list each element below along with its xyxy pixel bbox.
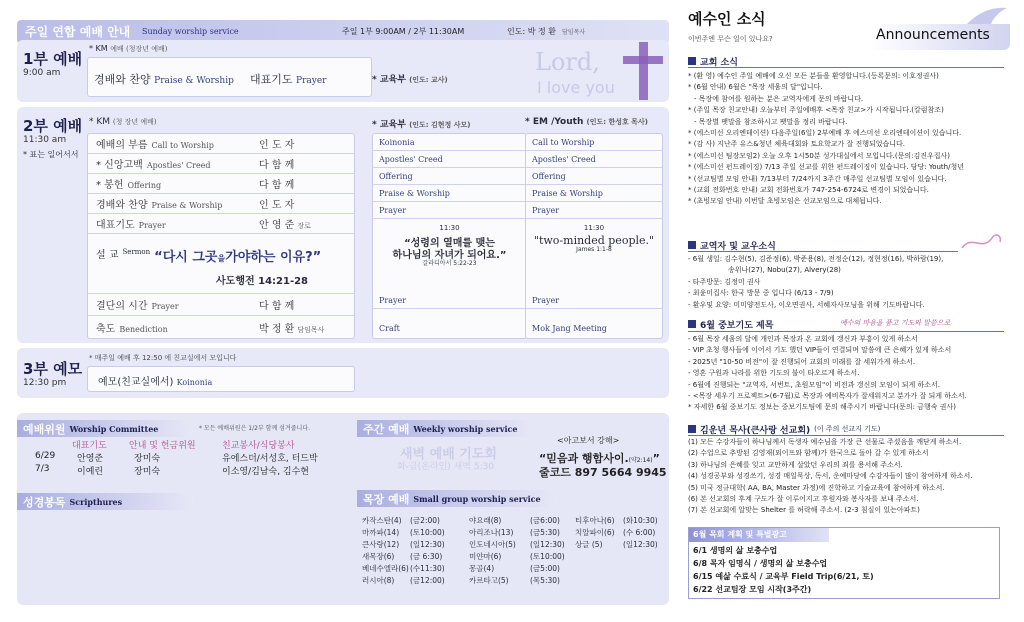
mission-divider [688,435,1004,436]
order-leader [259,196,354,211]
lord-text: Lord, [535,48,600,76]
prayer-item: - <목장 세우기 프로젝트>(6-7월)로 목장과 예비목자가 잘세워지고 분가가 잘 되게 하소서. [688,392,967,401]
news-item: - 목장별 팻말을 참조하시고 팻말을 정리 바랍니다. [694,117,848,126]
news-item: * (주일 목장 친교안내) 오늘부터 주일예배후 <목장 친교>가 시작됩니다.(칼럼참조) [688,106,944,115]
edu-header: * 교육부 (인도: 김현정 사모) [372,120,471,130]
committee-col-usher: 안내 및 헌금위원 [129,441,196,451]
prayer-title: 6월 중보기도 제목 [688,317,1008,331]
small-group-name: 치알파이(6) [575,528,615,537]
small-group-time: (일12:30) [530,540,565,549]
kid-phone: 줄코드 897 5664 9945 [539,466,667,479]
right-subtitle: 이번주엔 무슨 일이 있나요? [688,35,773,43]
em-item: Praise & Worship [526,185,662,202]
order-leader [259,297,354,312]
sermon-label: 설 교 [96,250,119,261]
edu-message: “성령의 열매를 맺는 [404,238,495,249]
committee-c: 이소영/김남숙, 김수현 [222,467,310,477]
plan-box [688,527,1000,599]
mission-item: (4) 성경공부와 성경쓰기, 성경 매일묵상, 독서, 운예마당에 수강자들이 많이 참여하게 하소서. [688,472,973,481]
small-group-name: 베네수엘라(6) [362,564,409,573]
order-leader-name: 다 함 께 [259,160,295,171]
edu-message: 하나님의 자녀가 되어요.” [392,250,507,261]
header-leader-title: 담임목사 [562,29,586,36]
staff-item: - 타주방문: 김정미 권사 [688,277,761,286]
cross-icon [617,40,669,102]
sermon-title-2: 가야하는 이유?” [225,250,322,265]
small-group-name: 상글 (5) [575,540,603,549]
committee-title: 예배위원 Worship Committee [17,420,194,437]
order-row [88,316,354,338]
em-header: * EM /Youth (인도: 한성호 목사) [525,117,648,127]
service-2-panel [17,107,669,343]
news-item: * (교회 전화번호 안내) 교회 전화번호가 747-254-6724로 변경이 되었습니다. [688,186,929,195]
service-3-time: 12:30 pm [23,378,67,388]
service-1-time: 9:00 am [23,68,61,78]
service-2-km: * KM (청 장년 예배) [89,117,157,127]
em-after-item: Prayer [526,292,662,309]
news-divider [688,67,1004,68]
order-item [96,216,259,231]
order-leader-name: 다 함 께 [259,301,295,312]
sermon-title-small: 을 [217,254,226,263]
small-group-name: 러시아(8) [362,576,395,585]
service-3-note: * 매주일 예배 후 12:50 에 친교실에서 모입니다 [89,354,237,362]
order-item-ko: 축도 [96,323,116,335]
prayer-item: - 2025년 "10-50 비전"이 잘 진행되어 교회의 미래를 잘 세워가게 하소서. [688,357,916,366]
edu-item: Apostles' Creed [373,151,526,168]
small-group-name: 새목장(6) [362,552,395,561]
small-group-name: 카르타고(5) [469,576,509,585]
committee-col-prayer: 대표기도 [72,441,107,451]
order-item-ko: 예배의 부름 [96,140,148,151]
service-1-panel [17,40,669,102]
small-group-time: (금2:00) [410,516,440,525]
small-group-name: 카작스탄(4) [362,516,402,525]
service-1-edu: * 교육부 (인도: 교사) [372,75,448,85]
prayer-item: - VIP 초청 행사들에 이어서 기도 했던 VIP들이 연결되며 말씀에 큰 은혜가 있게 하소서 [688,346,952,355]
service-1-name: 1부 예배 [23,50,83,68]
mission-item: (7) 본 선교회에 알맞는 Shelter 를 허락해 주소서. (2-3 침실이 있는아파트) [688,506,920,515]
plan-item: 6/8 목자 임명식 / 생명의 삶 보충수업 [693,559,828,568]
edu-after-item: Craft [379,324,400,333]
order-leader-name: 인 도 자 [259,140,295,151]
order-item-ko: * 신앙고백 [96,160,143,171]
order-leader [259,176,354,191]
news-item: * (에스미선 오리엔테이션) 다음주일(6일) 2부예배 후 에스미선 오리엔테이션이 있습니다. [688,129,962,138]
small-group-name: 티후아나(6) [575,516,615,525]
service-2-name: 2부 예배 [23,117,83,135]
edu-item: Praise & Worship [373,185,526,202]
order-row [88,154,354,174]
small-group-time: (일12:30) [623,540,658,549]
prayer-item: * 자세한 6월 중보기도 정보는 중보기도팀에 문의 해주시기 바랍니다(문의: 금행숙 권사) [688,403,956,412]
em-order-box [525,133,663,339]
order-item-en: Apostles' Creed [146,161,211,170]
weekly-title: 주간 예배 Weekly worship service [357,420,535,437]
sermon-label-en: Sermon [122,248,151,256]
order-item-en: Prayer [151,302,179,311]
service-1-praise: 경배와 찬양 Praise & Worship [94,73,234,86]
news-item: - 목장에 참여를 원하는 분은 교역자에게 문의 바랍니다. [694,94,864,103]
service-2-time: 11:30 am [23,135,67,145]
mission-title: 김운년 목사(큰사랑 선교회) (이 주의 선교지 기도) [688,422,1008,436]
news-title: 교회 소식 [688,54,1008,68]
small-group-time: (금 6:30) [410,552,443,561]
committee-a: 안영준 [77,454,104,464]
committee-c: 유에스더/서성호, 터드박 [222,454,318,464]
em-message: "two-minded people." [533,234,655,247]
dawn-prayer-ghost: 새벽 예배 기도회 [400,447,497,462]
order-item-en: Call to Worship [151,141,214,150]
small-group-time: (수 6:00) [623,528,656,537]
edu-reference: 갈라디아서 5:22-23 [422,260,477,267]
header-title: 주일 연합 예배 안내 [25,25,131,39]
staff-title: 교역자 및 교우소식 [688,238,1008,252]
order-item-ko: 결단의 시간 [96,301,148,312]
love-text: I love you [537,78,615,97]
edu-item: Offering [373,168,526,185]
committee-col-fellowship: 친교봉사/식당봉사 [222,441,295,451]
em-item: Offering [526,168,662,185]
mission-item: (6) 본 선교회의 후계 구도가 잘 이루어지고 후원자와 봉사자를 보내 주소서. [688,495,919,504]
sermon-title [154,246,321,265]
header-leader: 인도: 박 정 환 [507,27,556,36]
order-leader-name: 인 도 자 [259,200,295,211]
order-item-ko: * 봉헌 [96,180,124,191]
em-time: 11:30 [583,224,605,232]
news-item: * (환 영) 예수인 주일 예배에 오신 모든 분들을 환영합니다.(등록문의: 이호정권사) [688,72,939,80]
edu-order-box [372,133,527,339]
order-leader-name: 다 함 께 [259,180,295,191]
prayer-tagline: 예수의 마음을 품고 기도와 말씀으로 [840,319,951,327]
order-item [96,196,259,211]
small-group-time: (목5:30) [530,576,560,585]
committee-date: 7/3 [35,464,50,474]
news-item: * (감 사) 지난주 유스&청년 체육대회와 토요학교가 잘 진행되었습니다. [688,140,906,149]
plan-title: 6월 목회 계획 및 특별광고 [689,528,829,542]
small-group-title: 목장 예배 Small group worship service [357,490,557,507]
news-item: * (6월 안내) 6월은 "목장 세움의 달"입니다. [688,83,823,92]
small-group-name: 몽골(4) [469,564,495,573]
committee-date: 6/29 [35,451,56,461]
order-item-ko: 경배와 찬양 [96,200,148,211]
small-group-time: (토10:00) [530,552,565,561]
kid-series-title: <아고보서 강해> [557,436,620,445]
plan-item: 6/1 생명의 삶 보충수업 [693,546,778,555]
order-leader-title: 장로 [297,222,311,230]
service-3-name: 3부 예모 [23,360,83,378]
edu-after-item: Prayer [373,292,526,309]
sermon-reference: 사도행전 14:21-28 [216,276,309,287]
mission-bullet-icon [688,425,696,433]
header-title-en: Sunday worship service [142,27,239,36]
order-row [88,174,354,194]
staff-divider [688,251,958,252]
em-item: Prayer [526,202,662,219]
staff-item: - 6월 생일: 김수현(5), 김준정(6), 박준용(8), 전정순(12), 정현정(16), 박하람(19), [688,255,944,263]
order-leader [259,136,354,151]
order-leader [259,320,354,335]
mission-item: (5) 미국 정규대학( AA, BA, Master 과정)에 진학하고 기술교육에 참여하게 하소서. [688,483,945,492]
scripture-title: 성경봉독 Scripthures [17,493,194,510]
staff-bullet-icon [688,241,696,249]
service-1-order-box [87,57,372,97]
news-item: * (초빙모임 안내) 이번달 초빙모임은 선교모임으로 대체됩니다. [688,197,882,206]
em-item: Call to Worship [526,134,662,151]
order-leader-name: 박 정 환 [259,323,295,335]
announcements-label: Announcements [876,27,990,43]
plan-item: 6/15 예삶 수료식 / 교육부 Field Trip(6/21, 토) [693,572,874,581]
kid-message: “믿음과 행함사이.(약2:14)” [539,452,660,465]
committee-b: 장미숙 [134,467,161,477]
flourish-icon [960,230,1004,252]
news-bullet-icon [688,57,696,65]
order-leader [259,156,354,171]
staff-item: - 환우및 요양: 미미양전도사, 이오면권사, 서혜자사모님을 위해 기도바랍니다. [688,300,925,309]
dawn-time-ghost: 화-금(온라인) 새벽 5:30 [397,462,495,472]
committee-b: 장미숙 [134,454,161,464]
mission-item: (1) 모든 수강자들이 하나님께서 독생자 예수님을 가장 큰 선물로 주셨음을 깨닫게 하소서. [688,438,962,446]
edu-item: Prayer [373,202,526,219]
small-group-time: (금6:00) [530,516,560,525]
order-item-ko: 대표기도 [96,220,135,231]
order-row [88,214,354,234]
order-item [96,136,259,151]
em-item: Apostles' Creed [526,151,662,168]
edu-time: 11:30 [439,224,460,232]
koinonia-item: 예모(친교실에서) Koinonia [98,377,213,388]
header-schedule: 주일 1부 9:00AM / 2부 11:30AM [342,27,465,36]
prayer-item: - 6월에 진행되는 "교역자, 서번트, 초원모임"이 비전과 갱신의 모임이 되게 하소서. [688,380,940,389]
service-3-order-box [87,366,355,392]
prayer-item: - 영혼 구원과 나라를 위한 기도의 불이 타오르게 하소서. [688,369,860,378]
order-leader [259,216,354,231]
em-after-item: Mok Jang Meeting [532,324,607,333]
prayer-bullet-icon [688,320,696,328]
plan-item: 6/22 선교팀장 모임 시작(3주간) [693,585,812,594]
service-1-km: * KM 예배 (청장년 예배) [89,44,168,53]
right-title: 예수인 소식 [688,10,766,28]
prayer-item: - 6월 목장 세움의 달에 개인과 목장과 온 교회에 갱신과 부흥이 있게 하소서 [688,335,918,343]
small-group-name: 아리조나(13) [469,528,514,537]
order-item [96,320,259,335]
news-item: * (에스미선 펀드레이징) 7/13 주일 선교를 위한 펀드레이징이 있습니다. 담당: Youth/청년 [688,163,964,172]
mission-item: (2) 수업으로 추방된 김영재(외이프와 함께)가 한국으로 돌아 갈 수 있게 하소서 [688,449,929,458]
small-group-time: (금5:00) [530,564,560,573]
service-1-prayer: 대표기도 Prayer [250,73,327,86]
order-item-en: Prayer [138,221,166,230]
order-item-en: Benediction [119,324,168,334]
staff-item: 송위나(27), Nobu(27), Alvery(28) [728,266,841,275]
small-group-time: (화10:30) [623,516,658,525]
order-item [96,297,259,312]
small-group-time: (토10:00) [410,528,445,537]
small-group-time: (수11:30) [410,564,445,573]
small-group-time: (금5:30) [530,528,560,537]
news-item: * (선교팀별 모임 안내) 7/13부터 7/24까지 3주간 매주일 선교팀별 모임이 있습니다. [688,174,947,183]
small-group-name: 인도네시아(5) [469,540,516,549]
staff-item: - 최윤미집사: 한국 방문 중 입니다 (6/13 - 7/9) [688,289,834,298]
order-leader-title: 담임목사 [297,325,325,334]
small-group-name: 미얀마(6) [469,552,502,561]
edu-item: Koinonia [373,134,526,151]
small-group-name: 마까파(14) [362,528,400,537]
small-group-time: (금12:00) [410,576,445,585]
committee-a: 이예린 [77,467,104,477]
order-item-en: Offering [127,181,162,190]
order-leader-name: 안 영 준 [259,220,295,231]
order-row [88,134,354,154]
order-item-en: Praise & Worship [151,201,223,210]
mission-item: (3) 하나님의 은혜를 잊고 교만하게 살았던 우리의 죄를 용서해 주소서. [688,460,903,469]
wing-icon [965,4,1009,26]
service-2-order-box [87,133,355,339]
small-group-name: 야요래(8) [469,516,502,525]
em-reference: James 1:1-8 [576,246,612,253]
stand-note: * 표는 일어서서 [23,150,79,159]
small-group-name: 큰사랑(12) [362,540,400,549]
prayer-divider [688,331,1004,332]
sermon-title-1: “다시 그곳 [154,250,218,265]
order-item [96,156,259,171]
order-row [88,194,354,214]
committee-note: * 모든 예배위원은 1/2부 함께 섬겨줍니다. [199,425,311,432]
news-item: * (에스미선 팀장모임2) 오늘 오후 1시50분 성가대실에서 모입니다.(문의:김진우집사) [688,151,951,160]
order-item [96,176,259,191]
bottom-panel [17,413,669,605]
small-group-time: (일12:30) [410,540,445,549]
order-row [88,294,354,316]
service-3-panel [17,348,669,398]
